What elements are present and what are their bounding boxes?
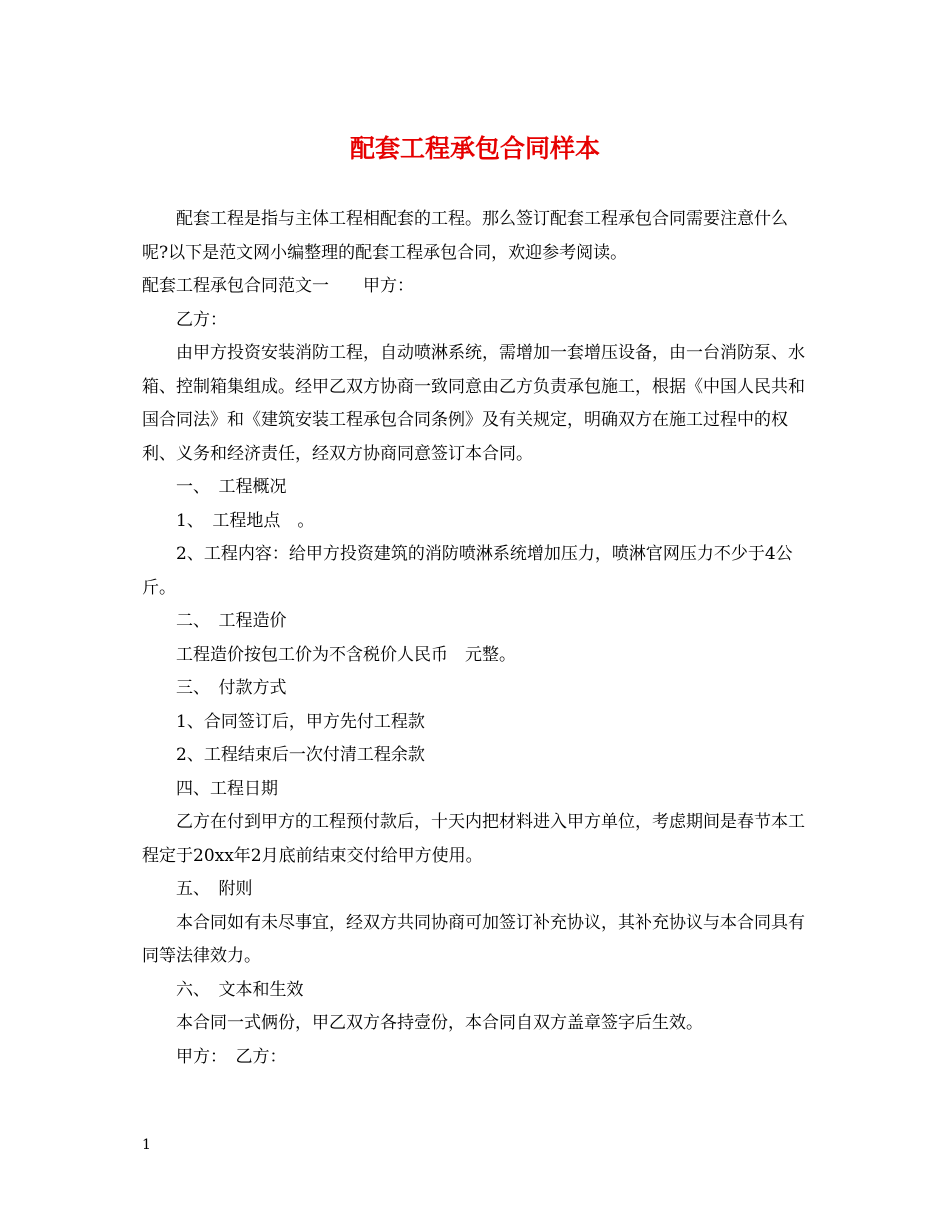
section-heading-6: 六、 文本和生效 — [176, 979, 304, 1000]
clause-content: 2、工程内容：给甲方投资建筑的消防喷淋系统增加压力，喷淋官网压力不少于4公斤。 — [142, 544, 793, 598]
signature-line: 甲方： 乙方： — [176, 1046, 287, 1067]
section-heading-5: 五、 附则 — [176, 879, 253, 899]
contract-preamble: 由甲方投资安装消防工程，自动喷淋系统，需增加一套增压设备，由一台消防泵、水箱、控制箱集组成。经甲乙双方协商一致同意由乙方负责承包施工，根据《中国人民共和国合同法》和《建筑安装工程承包合同条例》及有关规定，明确双方在施工过程中的权利、义务和经济责任，经双方协商同意签订本合同。 — [142, 343, 805, 464]
section-heading-1: 一、 工程概况 — [176, 477, 287, 497]
clause-price: 工程造价按包工价为不含税价人民币 元整。 — [176, 644, 516, 665]
clause-schedule: 乙方在付到甲方的工程预付款后，十天内把材料进入甲方单位，考虑期间是春节本工程定于20xx年2月底前结束交付给甲方使用。 — [142, 812, 805, 866]
document-title: 配套工程承包合同样本 — [349, 134, 600, 163]
clause-payment-2: 2、工程结束后一次付清工程余款 — [176, 745, 425, 765]
section-heading-3: 三、 付款方式 — [176, 678, 287, 698]
clause-effect: 本合同一式俩份，甲乙双方各持壹份，本合同自双方盖章签字后生效。 — [176, 1013, 703, 1033]
section-heading-4: 四、工程日期 — [176, 778, 278, 799]
clause-location: 1、 工程地点 。 — [176, 510, 315, 531]
page-number: 1 — [142, 1137, 151, 1153]
party-b-line: 乙方： — [176, 309, 227, 330]
section-heading-2: 二、 工程造价 — [176, 611, 287, 631]
sample-heading-line: 配套工程承包合同范文一 甲方： — [142, 276, 414, 296]
clause-payment-1: 1、合同签订后，甲方先付工程款 — [176, 711, 425, 732]
document-body — [142, 203, 814, 1074]
intro-paragraph: 配套工程是指与主体工程相配套的工程。那么签订配套工程承包合同需要注意什么呢?以下是范文网小编整理的配套工程承包合同，欢迎参考阅读。 — [142, 209, 788, 263]
clause-supplement: 本合同如有未尽事宜，经双方共同协商可加签订补充协议，其补充协议与本合同具有同等法律效力。 — [142, 912, 805, 966]
